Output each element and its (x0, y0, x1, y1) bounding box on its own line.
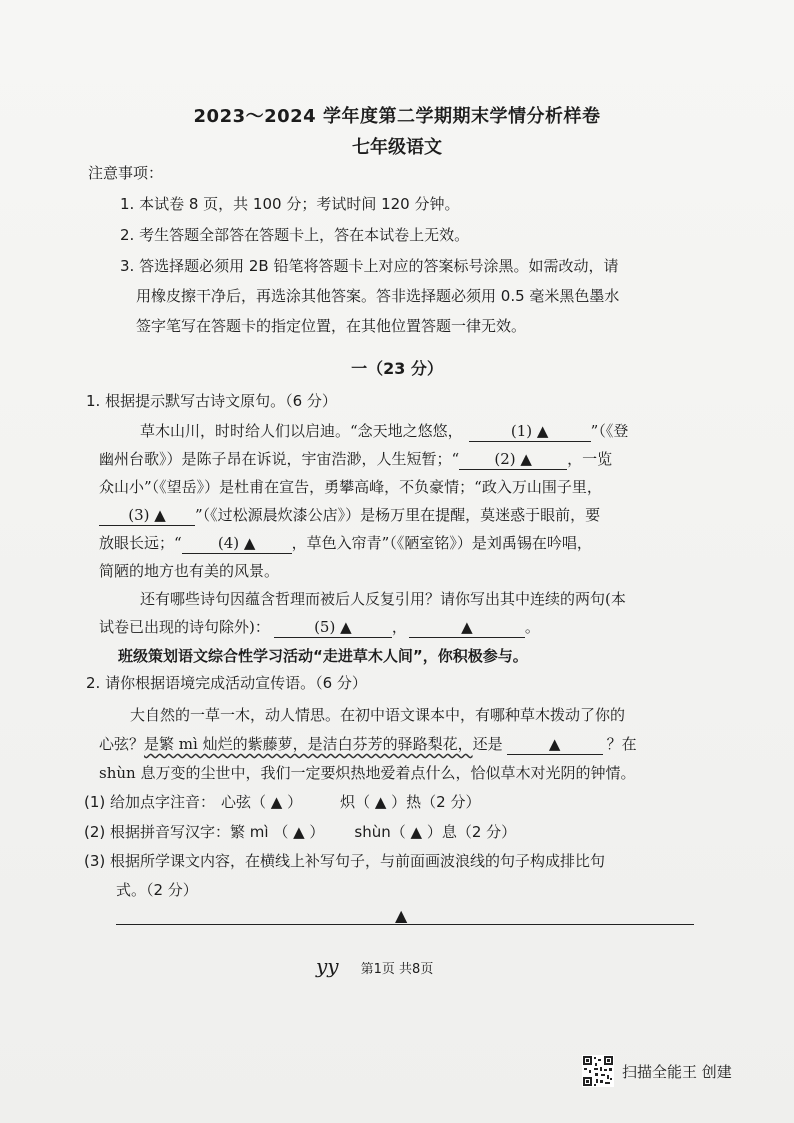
q2-para-2-text: 心弦？ (99, 735, 145, 753)
q1-line-5-tail: ，草色入帘青”（《陋室铭》）是刘禹锡在吟唱， (291, 534, 592, 552)
q1-line-2-tail: ，一览 (567, 450, 613, 468)
blank-1[interactable]: (1) ▲ (469, 421, 591, 442)
q2-sub-3-cont: 式。（2 分） (116, 881, 198, 899)
q1-line-5-text: 放眼长远；“ (99, 534, 182, 552)
q2-para-2-mid: 还是 (472, 735, 503, 753)
q1-line-8-end: 。 (524, 618, 540, 636)
q2-para-2 (99, 734, 637, 755)
blank-2[interactable]: (2) ▲ (459, 449, 567, 470)
q2-sub-1-xinxian[interactable]: 心弦（ ▲ ） (221, 793, 303, 811)
activity-intro: 班级策划语文综合性学习活动“走进草木人间”，你积极参与。 (118, 647, 528, 665)
q1-title: 1. 根据提示默写古诗文原句。（6 分） (86, 392, 337, 410)
notice-item-3-cont: 用橡皮擦干净后，再选涂其他答案。答非选择题必须用 0.5 毫米黑色墨水 (136, 287, 620, 305)
q2-para-3: shùn 息万变的尘世中，我们一定要炽热地爱着点什么，恰似草木对光阴的钟情。 (99, 764, 636, 782)
notice-heading: 注意事项： (88, 164, 164, 182)
answer-triangle: ▲ (395, 906, 408, 925)
blank-5b[interactable]: ▲ (409, 617, 525, 638)
q2-sub-1-chire[interactable]: 炽（ ▲ ）热（2 分） (340, 793, 481, 811)
handwritten-signature: yy (316, 954, 339, 978)
exam-subtitle: 七年级语文 (352, 137, 442, 158)
q1-line-7: 还有哪些诗句因蕴含哲理而被后人反复引用？请你写出其中连续的两句(本 (140, 590, 626, 608)
q1-line-2 (99, 449, 612, 470)
q2-title: 2. 请你根据语境完成活动宣传语。（6 分） (86, 674, 367, 692)
q1-line-4 (99, 505, 600, 526)
blank-4[interactable]: (4) ▲ (182, 533, 292, 554)
q2-sub-2 (84, 822, 516, 842)
q1-line-5 (99, 533, 592, 554)
blank-3[interactable]: (3) ▲ (99, 505, 195, 526)
blank-5a[interactable]: (5) ▲ (274, 617, 392, 638)
wavy-underlined-sentence: 是繁 mì 灿烂的紫藤萝，是洁白芬芳的驿路梨花， (144, 735, 473, 753)
q1-line-1-text: 草木山川，时时给人们以启迪。“念天地之悠悠， (140, 422, 463, 440)
q1-line-8: 试卷已出现的诗句除外)： (5) ▲ ， ▲ 。 (99, 618, 540, 636)
q1-line-6: 简陋的地方也有美的风景。 (99, 562, 280, 580)
notice-item-1: 1. 本试卷 8 页，共 100 分；考试时间 120 分钟。 (120, 195, 460, 213)
q1-line-1 (140, 421, 628, 442)
page-footer: 第1页 共8页 (360, 962, 434, 977)
q1-line-8-text: 试卷已出现的诗句除外)： (99, 618, 270, 636)
qr-code-icon (582, 1055, 614, 1087)
notice-item-3: 3. 答选择题必须用 2B 铅笔将答题卡上对应的答案标号涂黑。如需改动，请 (120, 257, 619, 275)
blank-q2[interactable]: ▲ (507, 734, 603, 755)
answer-line[interactable] (116, 924, 694, 925)
exam-title: 2023～2024 学年度第二学期期末学情分析样卷 (193, 106, 601, 127)
q1-line-1-tail: ”（《登 (590, 422, 629, 440)
q1-line-4-text: ”（《过松源晨炊漆公店》）是杨万里在提醒，莫迷惑于眼前，要 (195, 506, 601, 524)
q2-sub-3: (3) 根据所学课文内容，在横线上补写句子，与前面画波浪线的句子构成排比句 (84, 852, 606, 870)
scanner-watermark: 扫描全能王 创建 (622, 1063, 732, 1081)
q2-sub-1-label: (1) 给加点字注音： (84, 793, 216, 811)
q2-sub-2-shunxi[interactable]: shùn（ ▲ ）息（2 分） (354, 823, 517, 841)
q2-sub-1 (84, 792, 481, 812)
section-heading: 一（23 分） (351, 359, 443, 378)
notice-item-3-end: 签字笔写在答题卡的指定位置，在其他位置答题一律无效。 (136, 317, 527, 335)
q2-para-2-tail: ？在 (606, 735, 637, 753)
notice-item-2: 2. 考生答题全部答在答题卡上，答在本试卷上无效。 (120, 226, 470, 244)
q2-para-1: 大自然的一草一木，动人情思。在初中语文课本中，有哪种草木拨动了你的 (130, 706, 626, 724)
q1-line-2-text: 幽州台歌》）是陈子昂在诉说，宇宙浩渺，人生短暂；“ (99, 450, 460, 468)
q2-sub-2-fanmi[interactable]: (2) 根据拼音写汉字：繁 mì （ ▲ ） (84, 823, 325, 841)
q1-line-3: 众山小”（《望岳》）是杜甫在宣告，勇攀高峰，不负豪情；“政入万山围子里， (99, 478, 602, 496)
